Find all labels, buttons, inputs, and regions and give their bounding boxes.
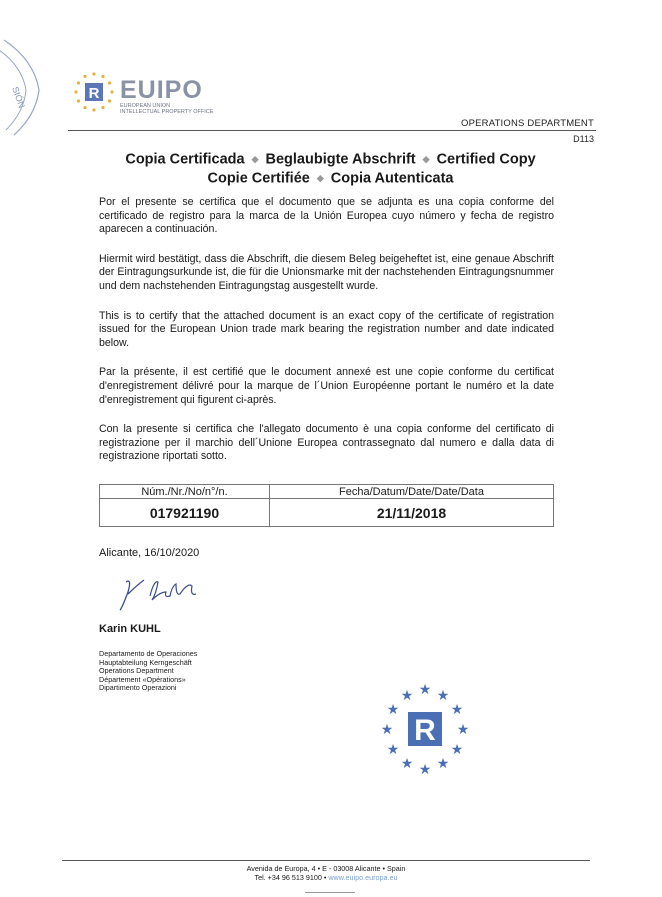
title-line-1: [78, 150, 583, 169]
header-divider: [68, 130, 596, 131]
svg-text:★: ★: [456, 722, 470, 738]
euipo-emblem-icon: [72, 70, 116, 114]
title-en: Certified Copy: [436, 151, 536, 168]
paragraph-english: This is to certify that the attached document is an exact copy of the certificate of registration issued for the European Union trade mark bearing the registration number and date indicated below.: [99, 309, 554, 349]
title-line-2: [78, 169, 583, 188]
svg-text:★: ★: [386, 742, 400, 758]
registration-number: 017921190: [100, 499, 270, 527]
stamp-arc-graphic: [0, 30, 64, 140]
svg-text:★: ★: [450, 742, 464, 758]
registration-table: [99, 484, 554, 527]
table-header-row: [100, 485, 554, 499]
euipo-seal-icon: [375, 680, 475, 780]
svg-text:★: ★: [450, 702, 464, 718]
paragraph-french: Par la présente, il est certifié que le document annexé est une copie conforme du certificat d'enregistrement délivré pour la marque de l´Union Européenne portant le numéro et la date d'enregistrement qui figurent ci-après.: [99, 366, 554, 406]
department-name-fr: Département «Opérations»: [99, 674, 186, 684]
footer-divider: [62, 860, 590, 861]
certification-text: [99, 196, 554, 480]
title-separator-icon: ◆: [251, 154, 259, 164]
svg-text:★: ★: [418, 762, 432, 778]
paragraph-italian: Con la presente si certifica che l'allegato documento è una copia conforme del certificato di registrazione per il marchio dell´Unione Europea contrassegnato dal numero e dalla data di registrazione riportati sotto.: [99, 423, 554, 463]
svg-text:★: ★: [400, 688, 414, 704]
department-name-de: Hauptabteilung Kerngeschäft: [99, 657, 192, 667]
department-name-en: Operations Department: [99, 666, 174, 676]
svg-text:★: ★: [400, 756, 414, 772]
registration-date: 21/11/2018: [269, 499, 553, 527]
paragraph-german: Hiermit wird bestätigt, dass die Abschrift, die diesem Beleg beigeheftet ist, eine genaue Abschrift der Eintragungsurkunde ist, die für die Unionsmarke mit der nachstehenden Eintragungsnummer und dem nachstehenden Eintragungstag ausgestellt wurde.: [99, 252, 554, 292]
paragraph-spanish: Por el presente se certifica que el documento que se adjunta es una copia conforme del certificado de registro para la marca de la Unión Europea cuyo número y fecha de registro aparecen a continuación.: [99, 196, 554, 236]
document-code: D113: [573, 134, 594, 144]
euipo-logo: [72, 70, 242, 116]
svg-text:★: ★: [436, 688, 450, 704]
svg-text:R: R: [414, 714, 436, 747]
department-name-it: Dipartimento Operazioni: [99, 683, 177, 693]
svg-text:SIÓN: SIÓN: [10, 85, 28, 110]
svg-text:★: ★: [418, 682, 432, 698]
footer-phone: Tel. +34 96 513 9100 •: [254, 873, 327, 882]
department-label: OPERATIONS DEPARTMENT: [461, 118, 594, 129]
registration-number-header: Núm./Nr./No/n°/n.: [100, 485, 270, 499]
footer-contact: [62, 873, 590, 882]
table-row: [100, 499, 554, 527]
footer-website-link[interactable]: www.euipo.europa.eu: [328, 873, 398, 882]
registration-date-header: Fecha/Datum/Date/Date/Data: [269, 485, 553, 499]
logo-subtitle-line2: INTELLECTUAL PROPERTY OFFICE: [120, 109, 214, 115]
svg-text:R: R: [88, 85, 100, 102]
title-es: Copia Certificada: [125, 151, 245, 168]
certified-copy-title: [78, 150, 583, 189]
svg-text:★: ★: [380, 722, 394, 738]
department-names: [99, 650, 197, 693]
signer-name: Karin KUHL: [99, 623, 161, 635]
handwritten-signature: [110, 570, 210, 620]
title-fr: Copie Certifiée: [207, 170, 310, 187]
title-separator-icon: ◆: [316, 173, 324, 184]
place-and-date: Alicante, 16/10/2020: [99, 547, 200, 559]
department-name-es: Departamento de Operaciones: [99, 649, 198, 658]
footer-mark: [305, 892, 355, 893]
svg-text:★: ★: [386, 702, 400, 718]
svg-text:★: ★: [436, 756, 450, 772]
title-it: Copia Autenticata: [330, 170, 454, 187]
footer: [62, 864, 590, 882]
logo-subtitle: [120, 103, 240, 115]
title-separator-icon: ◆: [422, 154, 430, 164]
title-de: Beglaubigte Abschrift: [265, 151, 416, 168]
footer-address: Avenida de Europa, 4 • E - 03008 Alicante • Spain: [246, 864, 406, 873]
logo-wordmark: EUIPO: [120, 76, 203, 104]
logo-subtitle-line1: EUROPEAN UNION: [120, 103, 171, 109]
